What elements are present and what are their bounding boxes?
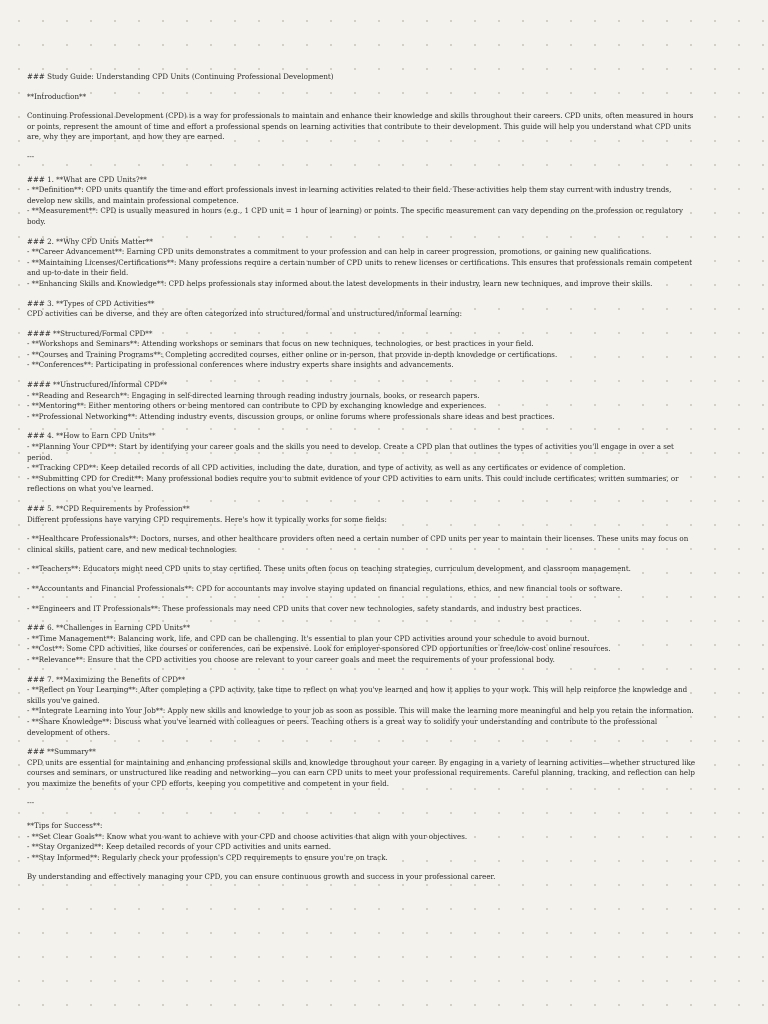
tips-heading: **Tips for Success**: <box>27 821 103 831</box>
list-item: - **Career Advancement**: Earning CPD units demonstrates a commitment to your profession and can help in career progression, promotions, or gaining new qualifications. <box>27 247 652 257</box>
list-item: - **Tracking CPD**: Keep detailed records of all CPD activities, including the date, duration, and type of activity, as well as any certificates or evidence of completion. <box>27 463 626 473</box>
list-item: - **Cost**: Some CPD activities, like courses or conferences, can be expensive. Look for employer-sponsored CPD opportunities or free/low-cost online resources. <box>27 644 611 654</box>
list-item: - **Relevance**: Ensure that the CPD activities you choose are relevant to your career goals and meet the requirements of your professional body. <box>27 654 555 664</box>
intro-paragraph: Continuing Professional Development (CPD) is a way for professionals to maintain and enhance their knowledge and skills throughout their careers. CPD units, often measured in hours or points, represent the amount of time and effort a professional spends on learning activities that contribute to their development. This guide will help you understand what CPD units are, why they are important, and how they are earned. <box>27 111 694 142</box>
list-item: - **Professional Networking**: Attending industry events, discussion groups, or online forums where professionals share ideas and best practices. <box>27 411 555 421</box>
list-item: - **Stay Informed**: Regularly check your profession's CPD requirements to ensure you're on track. <box>27 852 388 862</box>
section-heading: ### 2. **Why CPD Units Matter** <box>27 236 153 246</box>
section-heading: ### 1. **What are CPD Units?** <box>27 174 147 184</box>
list-item: - **Maintaining Licenses/Certifications**: Many professions require a certain number of CPD units to renew licenses or certifications. This ensures that professionals remain competent and up-to-date in their field. <box>27 257 692 278</box>
list-item: - **Planning Your CPD**: Start by identifying your career goals and the skills you need to develop. Create a CPD plan that outlines the types of activities you'll engage in over a set period. <box>27 442 674 462</box>
list-item: - **Engineers and IT Professionals**: These professionals may need CPD units that cover new technologies, safety standards, and industry best practices. <box>27 603 582 613</box>
divider: --- <box>27 151 35 161</box>
subsection-heading: #### **Unstructured/Informal CPD** <box>27 380 168 390</box>
doc-title: ### Study Guide: Understanding CPD Units (Continuing Professional Development) <box>27 72 334 81</box>
list-item: - **Courses and Training Programs**: Completing accredited courses, either online or in-person, that provide in-depth knowledge or certifications. <box>27 349 558 359</box>
section-heading: ### 6. **Challenges in Earning CPD Units** <box>27 623 191 633</box>
divider: --- <box>27 798 35 808</box>
list-item: - **Accountants and Financial Professionals**: CPD for accountants may involve staying updated on financial regulations, ethics, and new financial tools or software. <box>27 583 623 593</box>
section-heading: ### 3. **Types of CPD Activities** <box>27 298 155 308</box>
section-paragraph: CPD activities can be diverse, and they are often categorized into structured/formal and unstructured/informal learning: <box>27 309 462 319</box>
summary-heading: ### **Summary** <box>27 747 96 757</box>
summary-paragraph: CPD units are essential for maintaining and enhancing professional skills and knowledge throughout your career. By engaging in a variety of learning activities—whether structured like courses and seminars, or unstructured like reading and networking—you can earn CPD units to meet your professional requirements. Careful planning, tracking, and reflection can help you maximize the benefits of your CPD efforts, keeping you competitive and competent in your field. <box>27 757 696 788</box>
list-item: - **Healthcare Professionals**: Doctors, nurses, and other healthcare providers often need a certain number of CPD units per year to maintain their licenses. These units may focus on clinical skills, patient care, and new medical technologies. <box>27 534 689 554</box>
closing-paragraph: By understanding and effectively managing your CPD, you can ensure continuous growth and success in your professional career. <box>27 872 496 882</box>
list-item: - **Enhancing Skills and Knowledge**: CPD helps professionals stay informed about the latest developments in their industry, learn new techniques, and improve their skills. <box>27 278 653 288</box>
list-item: - **Mentoring**: Either mentoring others or being mentored can contribute to CPD by exchanging knowledge and experiences. <box>27 401 487 411</box>
section-heading: ### 5. **CPD Requirements by Profession** <box>27 504 190 513</box>
list-item: - **Share Knowledge**: Discuss what you've learned with colleagues or peers. Teaching others is a great way to solidify your understanding and contribute to the professional development of others. <box>27 716 658 737</box>
list-item: - **Teachers**: Educators might need CPD units to stay certified. These units often focus on teaching strategies, curriculum development, and classroom management. <box>27 564 631 574</box>
list-item: - **Measurement**: CPD is usually measured in hours (e.g., 1 CPD unit = 1 hour of learning) or points. The specific measurement can vary depending on the profession or regulatory body. <box>27 206 684 226</box>
list-item: - **Submitting CPD for Credit**: Many professional bodies require you to submit evidence of your CPD activities to earn units. This could include certificates, written summaries, or reflections on what you've learned. <box>27 473 679 494</box>
list-item: - **Set Clear Goals**: Know what you want to achieve with your CPD and choose activities that align with your objectives. <box>27 831 468 841</box>
list-item: - **Reading and Research**: Engaging in self-directed learning through reading industry journals, books, or research papers. <box>27 390 480 400</box>
section-heading: ### 4. **How to Earn CPD Units** <box>27 431 156 441</box>
document-body <box>27 72 701 883</box>
intro-heading: **Introduction** <box>27 91 87 101</box>
list-item: - **Time Management**: Balancing work, life, and CPD can be challenging. It's essential to plan your CPD activities around your schedule to avoid burnout. <box>27 633 590 643</box>
subsection-heading: #### **Structured/Formal CPD** <box>27 328 153 338</box>
list-item: - **Integrate Learning into Your Job**: Apply new skills and knowledge to your job as soon as possible. This will make the learning more meaningful and help you retain the information. <box>27 706 694 716</box>
list-item: - **Definition**: CPD units quantify the time and effort professionals invest in learning activities related to their field. These activities help them stay current with industry trends, develop new skills, and maintain professional competence. <box>27 185 672 205</box>
list-item: - **Reflect on Your Learning**: After completing a CPD activity, take time to reflect on what you've learned and how it applies to your work. This will help reinforce the knowledge and skills you've gained. <box>27 685 688 705</box>
section-paragraph: Different professions have varying CPD requirements. Here's how it typically works for some fields: <box>27 514 387 524</box>
list-item: - **Workshops and Seminars**: Attending workshops or seminars that focus on new techniques, technologies, or best practices in your field. <box>27 339 534 349</box>
list-item: - **Conferences**: Participating in professional conferences where industry experts share insights and advancements. <box>27 360 454 370</box>
section-heading: ### 7. **Maximizing the Benefits of CPD** <box>27 674 185 684</box>
list-item: - **Stay Organized**: Keep detailed records of your CPD activities and units earned. <box>27 842 332 852</box>
